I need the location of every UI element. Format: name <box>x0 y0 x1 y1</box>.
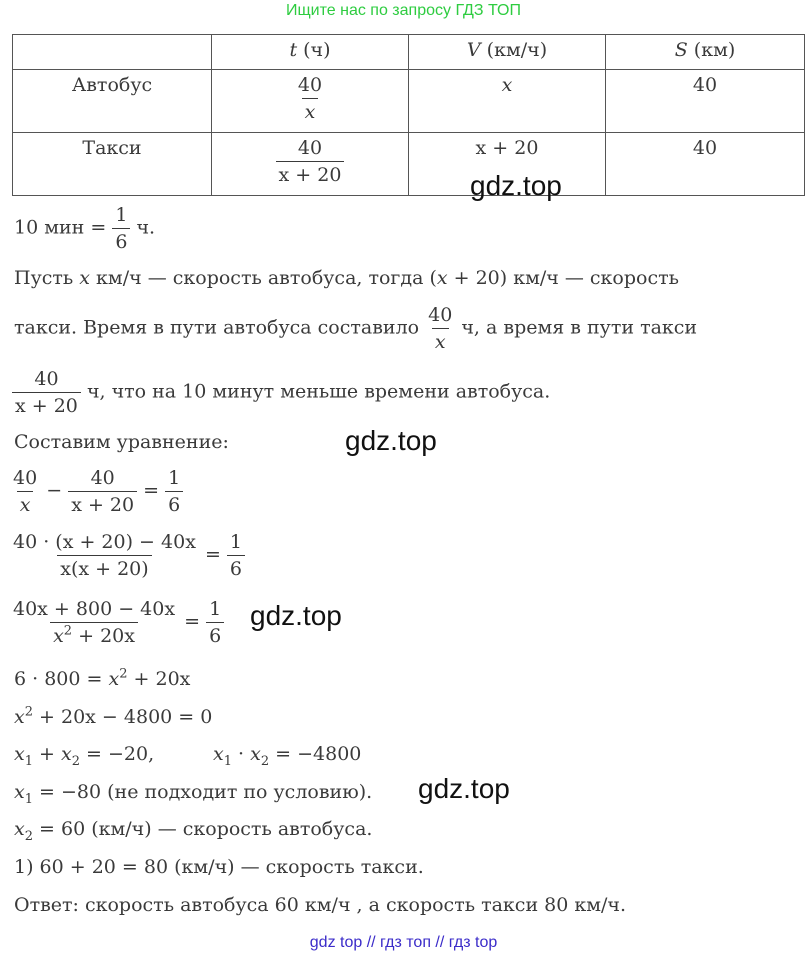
row-time <box>212 133 409 196</box>
header-empty-cell <box>13 35 212 70</box>
watermark: gdz.top <box>470 170 562 201</box>
row-label: Такси <box>13 133 212 196</box>
header-time-cell <box>212 35 409 70</box>
data-table <box>12 34 805 196</box>
equation: $x_1 + x_2 = -20$, <box>14 743 155 769</box>
speed-unit: (км/ч) <box>480 39 548 61</box>
row-speed: x + 20 <box>409 133 606 196</box>
conversion-line: 10 мин = $\frac{1}{6}$ ч. <box>14 204 156 253</box>
text-line: 1) 60 + 20 = 80 (км/ч) — скорость такси. <box>14 856 424 878</box>
row-distance: 40 <box>606 70 805 133</box>
equation: $6 \cdot 800 = x^2 + 20x$ <box>14 666 191 690</box>
header-speed-cell <box>409 35 606 70</box>
equation: $\frac{40x + 800 - 40x}{x^2 + 20x}$ = $\frac{1}{6}$ <box>10 598 224 647</box>
header-distance-cell <box>606 35 805 70</box>
text-line: $\frac{40}{x + 20}$ ч, что на 10 минут меньше времени автобуса. <box>12 368 550 417</box>
answer-line: Ответ: скорость автобуса 60 км/ч , а скорость такси 80 км/ч. <box>14 894 627 916</box>
text-line: Пусть x км/ч — скорость автобуса, тогда (x + 20) км/ч — скорость <box>14 267 679 289</box>
equation: $x_2 = 60$ (км/ч) — скорость автобуса. <box>14 818 373 844</box>
row-time <box>212 70 409 133</box>
footer-links[interactable]: gdz top // гдз топ // гдз top <box>309 934 498 951</box>
time-var: t <box>289 39 298 61</box>
equation: $x_1 = -80$ (не подходит по условию). <box>14 781 373 807</box>
equation: $x^2 + 20x - 4800 = 0$ <box>14 704 213 728</box>
table-header-row <box>13 35 805 70</box>
watermark: gdz.top <box>418 773 510 804</box>
watermark: gdz.top <box>250 600 342 631</box>
time-fraction: $\frac{40}{x}$ <box>297 74 323 123</box>
fraction: $\frac{40}{x + 20}$ <box>12 368 81 417</box>
header-banner: Ищите нас по запросу ГДЗ ТОП <box>286 2 521 19</box>
text-line: Составим уравнение: <box>14 431 229 453</box>
distance-var: S <box>674 39 688 61</box>
time-fraction: $\frac{40}{x + 20}$ <box>276 137 345 186</box>
row-speed: x <box>409 70 606 133</box>
equation: $\frac{40 \cdot (x + 20) - 40x}{x(x + 20)}$ = $\frac{1}{6}$ <box>10 531 245 580</box>
time-unit: (ч) <box>297 39 331 61</box>
watermark: gdz.top <box>345 425 437 456</box>
distance-unit: (км) <box>687 39 736 61</box>
table-row <box>13 133 805 196</box>
table-row <box>13 70 805 133</box>
equation: $x_1 \cdot x_2 = -4800$ <box>213 743 362 769</box>
equation: $\frac{40}{x}$ − $\frac{40}{x + 20}$ = $\frac{1}{6}$ <box>10 467 183 516</box>
fraction: $\frac{1}{6}$ <box>112 204 130 253</box>
row-label: Автобус <box>13 70 212 133</box>
text-line: такси. Время в пути автобуса составило $\frac{40}{x}$ ч, а время в пути такси <box>14 304 698 353</box>
speed-var: V <box>466 39 481 61</box>
row-distance: 40 <box>606 133 805 196</box>
fraction: $\frac{40}{x}$ <box>428 304 453 353</box>
